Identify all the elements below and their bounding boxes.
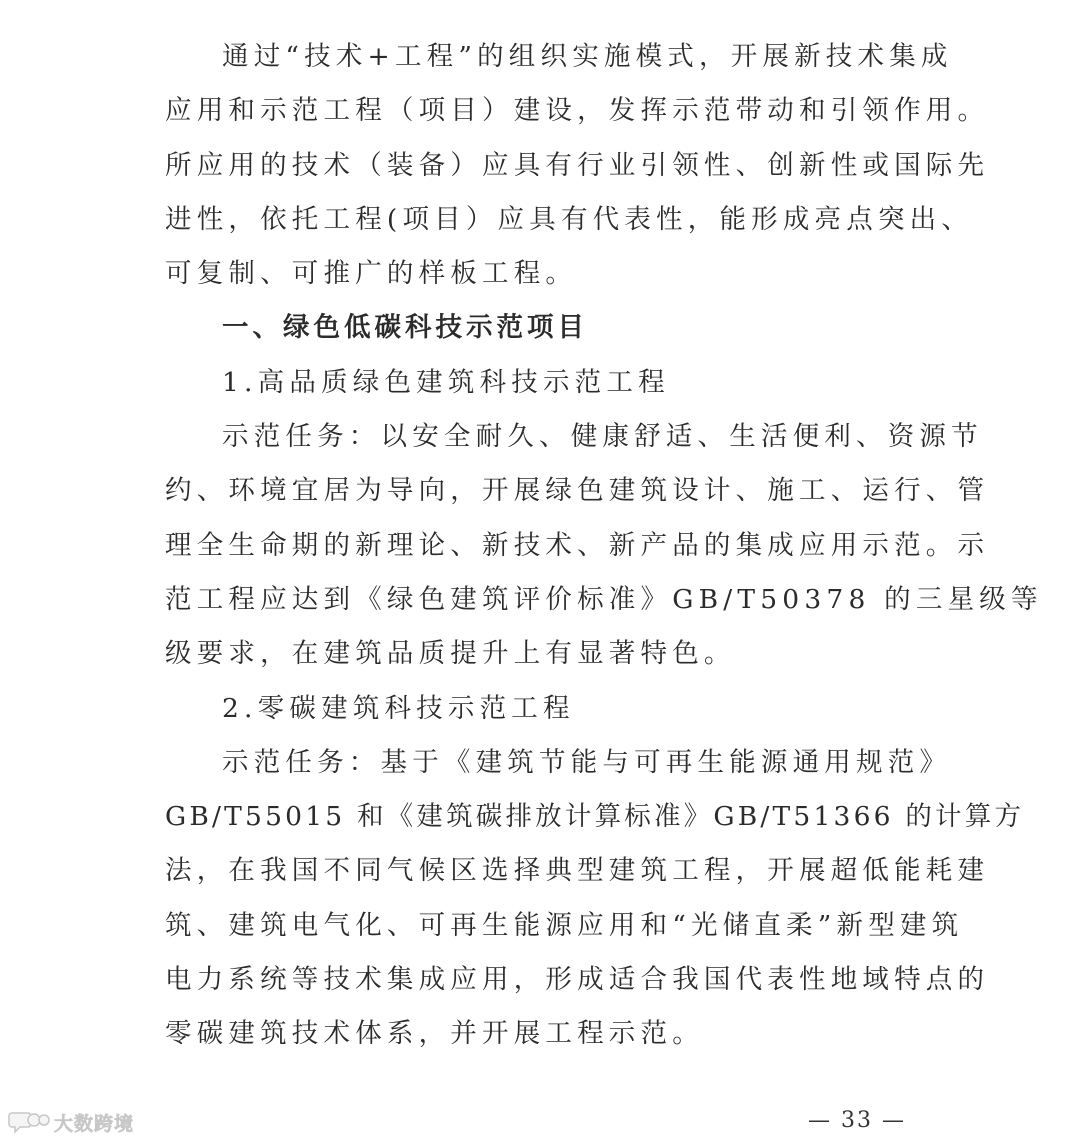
watermark-text: 大数跨境 <box>54 1112 135 1135</box>
watermark <box>8 1108 134 1136</box>
subsection-heading: 1.高品质绿色建筑科技示范工程 <box>222 366 670 398</box>
text-line: 应用和示范工程（项目）建设，发挥示范带动和引领作用。 <box>165 95 990 127</box>
text-line: 约、环境宜居为导向，开展绿色建筑设计、施工、运行、管 <box>165 475 990 507</box>
document-body <box>165 30 1043 1062</box>
paragraph-task-1 <box>165 410 1043 681</box>
text-line: GB/T55015 和《建筑碳排放计算标准》GB/T51366 的计算方 <box>165 801 1025 833</box>
text-line: 零碳建筑技术体系，并开展工程示范。 <box>165 1018 704 1050</box>
page-number: — 33 — <box>808 1108 906 1133</box>
text-line: 示范任务：基于《建筑节能与可再生能源通用规范》 <box>222 746 952 778</box>
text-line: 电力系统等技术集成应用，形成适合我国代表性地域特点的 <box>165 964 990 996</box>
paragraph-intro <box>165 30 990 301</box>
paragraph-task-2 <box>165 736 1025 1062</box>
text-line: 所应用的技术（装备）应具有行业引领性、创新性或国际先 <box>165 149 990 181</box>
section-heading: 一、绿色低碳科技示范项目 <box>222 312 588 344</box>
text-line: 理全生命期的新理论、新技术、新产品的集成应用示范。示 <box>165 529 990 561</box>
text-line: 示范任务：以安全耐久、健康舒适、生活便利、资源节 <box>222 421 983 453</box>
text-line: 可复制、可推广的样板工程。 <box>165 258 578 290</box>
text-line: 范工程应达到《绿色建筑评价标准》GB/T50378 的三星级等 <box>165 583 1043 615</box>
speech-bubble-logo-icon <box>8 1109 50 1135</box>
text-line: 进性，依托工程(项目）应具有代表性，能形成亮点突出、 <box>165 203 974 235</box>
subsection-heading: 2.零碳建筑科技示范工程 <box>222 692 575 724</box>
text-line: 级要求，在建筑品质提升上有显著特色。 <box>165 638 736 670</box>
text-line: 筑、建筑电气化、可再生能源应用和“光储直柔”新型建筑 <box>165 909 964 941</box>
text-line: 法，在我国不同气候区选择典型建筑工程，开展超低能耗建 <box>165 855 990 887</box>
text-line: 通过“技术+工程”的组织实施模式，开展新技术集成 <box>222 41 953 72</box>
